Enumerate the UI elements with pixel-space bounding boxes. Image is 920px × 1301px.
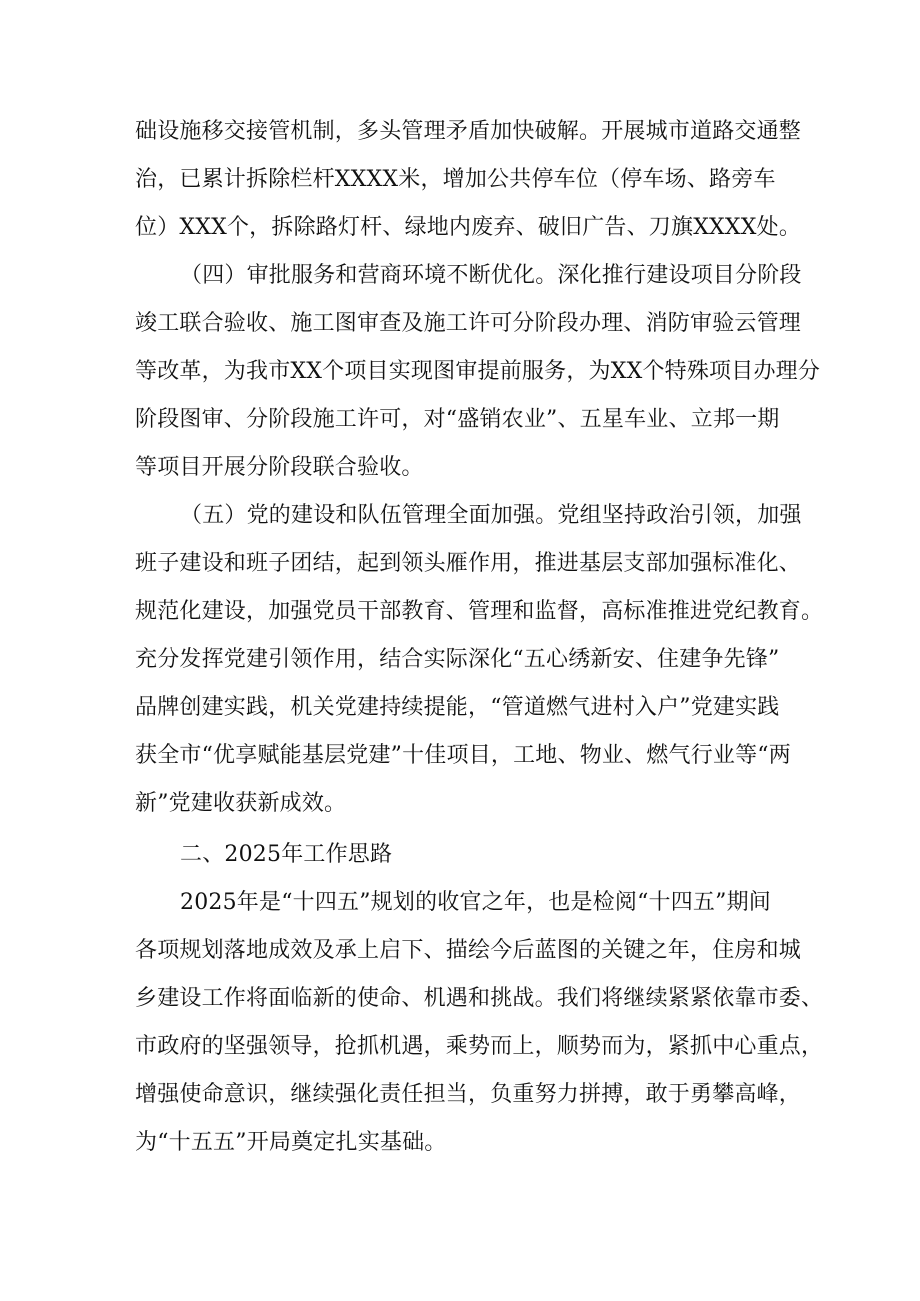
text-line: 增强使命意识，继续强化责任担当，负重努力拼搏，敢于勇攀高峰， [135, 1082, 802, 1107]
text-line: 位）XXX个，拆除路灯杆、绿地内废弃、破旧广告、刀旗XXXX处。 [135, 215, 802, 240]
text-line: 新”党建收获新成效。 [135, 791, 347, 816]
text-line: 竣工联合验收、施工图审查及施工许可分阶段办理、消防审验云管理 [135, 311, 802, 336]
section-five-heading-line: （五）党的建设和队伍管理全面加强。党组坚持政治引领，加强 [180, 503, 802, 528]
text-line: 乡建设工作将面临新的使命、机遇和挑战。我们将继续紧紧依靠市委、 [135, 986, 824, 1011]
section-four-heading-line: （四）审批服务和营商环境不断优化。深化推行建设项目分阶段 [180, 263, 802, 288]
text-line: 班子建设和班子团结，起到领头雁作用，推进基层支部加强标准化、 [135, 551, 802, 576]
paragraph-first-line: 2025年是“十四五”规划的收官之年，也是检阅“十四五”期间 [180, 890, 771, 915]
text-line: 治，已累计拆除栏杆XXXX米，增加公共停车位（停车场、路旁车 [135, 167, 776, 192]
text-line: 获全市“优享赋能基层党建”十佳项目，工地、物业、燃气行业等“两 [135, 743, 791, 768]
text-line: 为“十五五”开局奠定扎实基础。 [135, 1130, 447, 1155]
text-line: 市政府的坚强领导，抢抓机遇，乘势而上，顺势而为，紧抓中心重点， [135, 1034, 824, 1059]
section-heading-work-plan: 二、2025年工作思路 [180, 842, 393, 867]
text-line: 各项规划落地成效及承上启下、描绘今后蓝图的关键之年，住房和城 [135, 938, 802, 963]
text-line: 等项目开展分阶段联合验收。 [135, 455, 424, 480]
text-line: 等改革，为我市XX个项目实现图审提前服务，为XX个特殊项目办理分 [135, 359, 821, 384]
text-line: 规范化建设，加强党员干部教育、管理和监督，高标准推进党纪教育。 [135, 599, 824, 624]
text-line: 充分发挥党建引领作用，结合实际深化“五心绣新安、住建争先锋” [135, 647, 780, 672]
text-line: 阶段图审、分阶段施工许可，对“盛销农业”、五星车业、立邦一期 [135, 407, 780, 432]
text-line: 础设施移交接管机制，多头管理矛盾加快破解。开展城市道路交通整 [135, 119, 802, 144]
text-line: 品牌创建实践，机关党建持续提能，“管道燃气进村入户”党建实践 [135, 695, 780, 720]
